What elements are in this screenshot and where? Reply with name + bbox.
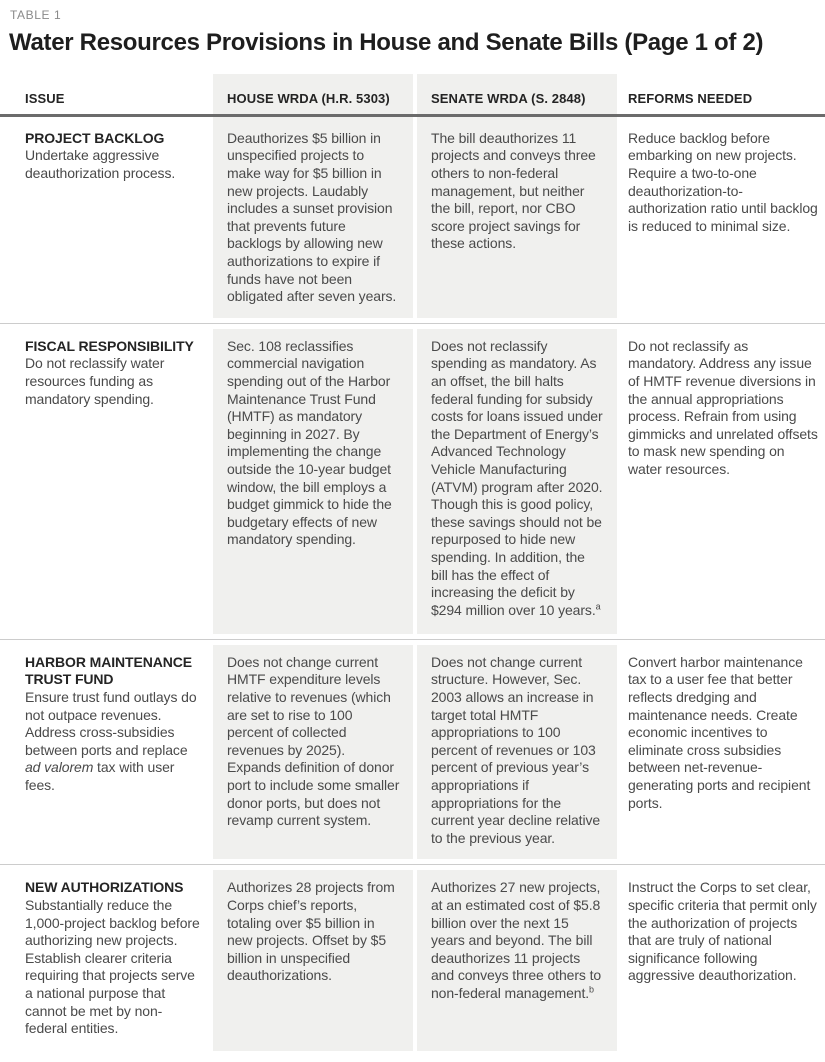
cell-reforms xyxy=(617,117,825,323)
table-row-new-authorizations xyxy=(0,864,825,1062)
cell-senate xyxy=(417,870,617,1051)
table-label: TABLE 1 xyxy=(10,8,62,22)
house-text: Sec. 108 reclassifies commercial navigation spending out of the Harbor Maintenance Trust Fund (HMTF) as mandatory beginning in 2027. By implementing the change outside the 10-year budget window, the bill employs a budget gimmick to hide the budgetary effects of new mandatory spending. xyxy=(227,337,392,548)
table-row-fiscal-responsibility xyxy=(0,323,825,639)
issue-description-part: Ensure trust fund outlays do not outpace revenues. Address cross-subsidies between ports and replace xyxy=(25,689,197,758)
issue-description: Substantially reduce the 1,000-project backlog before authorizing new projects. Establish clearer criteria requiring that projects serve a national purpose that cannot be met by non-federal entities. xyxy=(25,896,200,1037)
reforms-text: Convert harbor maintenance tax to a user fee that better reflects dredging and maintenance needs. Create economic incentives to eliminate cross subsidies between net-revenue-generating ports and recipient ports. xyxy=(628,653,811,811)
reforms-text: Do not reclassify as mandatory. Address any issue of HMTF revenue diversions in the annual appropriations process. Refrain from using gimmicks and unrelated offsets to mask new spending on water resources. xyxy=(628,337,818,477)
cell-reforms xyxy=(617,640,825,865)
house-text: Does not change current HMTF expenditure levels relative to revenues (which are set to rise to 100 percent of collected revenues by 2025). Expands definition of donor port to include some smaller donor ports, but does not revamp current system. xyxy=(227,653,400,829)
senate-text: The bill deauthorizes 11 projects and conveys three others to non-federal management, but neither the bill, report, nor CBO score project savings for these actions. xyxy=(431,129,596,252)
cell-issue xyxy=(0,117,213,323)
senate-text: Does not change current structure. However, Sec. 2003 allows an increase in target total HMTF appropriations to 100 percent of revenues or 103 percent of previous year’s appropriations if appropriations for the current year decline relative to the previous year. xyxy=(431,653,601,846)
issue-title: HARBOR MAINTENANCE TRUST FUND xyxy=(25,653,192,688)
table-header-row xyxy=(0,74,825,117)
cell-issue xyxy=(0,324,213,639)
cell-issue xyxy=(0,640,213,865)
cell-reforms xyxy=(617,865,825,1062)
issue-description xyxy=(25,689,197,793)
column-header-house: HOUSE WRDA (H.R. 5303) xyxy=(213,74,417,114)
issue-title: PROJECT BACKLOG xyxy=(25,129,165,146)
column-header-issue: ISSUE xyxy=(25,90,65,106)
issue-description: Do not reclassify water resources funding as mandatory spending. xyxy=(25,355,165,407)
house-text: Authorizes 28 projects from Corps chief’s reports, totaling over $5 billion in new projects. Offset by $5 billion in unspecified deauthorizations. xyxy=(227,879,395,984)
column-header-senate: SENATE WRDA (S. 2848) xyxy=(417,74,617,114)
issue-description: Undertake aggressive deauthorization process. xyxy=(25,147,176,182)
table-row-harbor-maintenance-trust-fund xyxy=(0,639,825,865)
cell-house xyxy=(213,870,417,1051)
cell-house xyxy=(213,645,417,860)
cell-house xyxy=(213,329,417,634)
senate-text: Does not reclassify spending as mandatory. As an offset, the bill halts federal funding for subsidy costs for loans issued under the Department of Energy’s Advanced Technology Vehicle Manufacturing (ATVM) program after 2020. Though this is good policy, these savings should not be repurposed to hide new spending. In addition, the bill has the effect of increasing the deficit by $294 million over 10 years. xyxy=(431,337,603,618)
issue-description-part: tax with user fees. xyxy=(25,759,175,793)
reforms-text: Reduce backlog before embarking on new projects. Require a two-to-one deauthorization-to-authorization ratio until backlog is reduced to minimal size. xyxy=(628,129,818,234)
issue-description-latin-term: ad valorem xyxy=(25,759,94,776)
house-text: Deauthorizes $5 billion in unspecified projects to make way for $5 billion in new projects. Laudably includes a sunset provision that prevents future backlogs by allowing new authorizations to expire if funds have not been obligated after seven years. xyxy=(227,129,397,305)
cell-issue xyxy=(0,865,213,1062)
footnote-marker-a: a xyxy=(595,601,601,612)
cell-senate xyxy=(417,117,617,318)
cell-reforms xyxy=(617,324,825,639)
column-header-reforms: REFORMS NEEDED xyxy=(628,90,753,106)
senate-text: Authorizes 27 new projects, at an estimated cost of $5.8 billion over the next 15 years and beyond. The bill deauthorizes 11 projects and conveys three others to non-federal management. xyxy=(431,879,602,1001)
cell-house xyxy=(213,117,417,318)
table-row-project-backlog xyxy=(0,117,825,323)
issue-title: FISCAL RESPONSIBILITY xyxy=(25,337,194,354)
cell-senate xyxy=(417,645,617,860)
page-title: Water Resources Provisions in House and Senate Bills (Page 1 of 2) xyxy=(9,29,764,56)
comparison-table xyxy=(0,74,825,1062)
cell-senate xyxy=(417,329,617,634)
issue-title: NEW AUTHORIZATIONS xyxy=(25,879,184,896)
reforms-text: Instruct the Corps to set clear, specific criteria that permit only the authorization of projects that are truly of national significance following aggressive deauthorization. xyxy=(628,879,817,984)
footnote-marker-b: b xyxy=(589,984,594,995)
